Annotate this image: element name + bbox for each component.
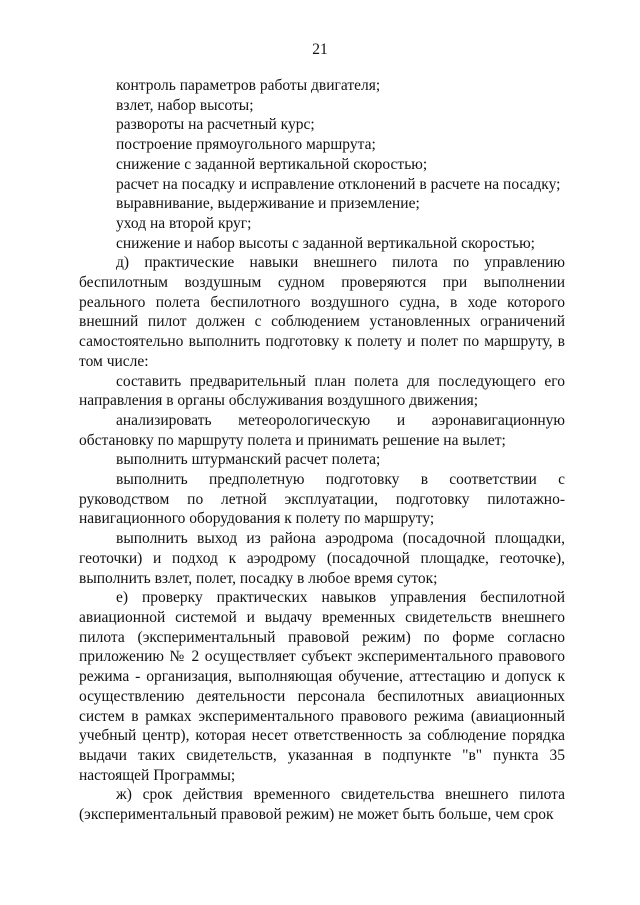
paragraph: выполнить штурманский расчет полета; xyxy=(116,451,381,469)
paragraph: снижение и набор высоты с заданной вертикальной скоростью; xyxy=(116,234,535,252)
body-text xyxy=(79,76,565,825)
paragraph: е) проверку практических навыков управления беспилотной авиационной системой и выдачу временных свидетельств внешнего пилота (экспериментальный правовой режим) по форме согласно приложению № 2 осуществляет субъект экспериментального правового режима - организация, выполняющая обучение, аттестацию и допуск к осуществлению деятельности персонала беспилотных авиационных систем в рамках экспериментального правового режима (авиационный учебный центр), которая несет ответственность за соблюдение порядка выдачи таких свидетельств, указанная в подпункте "в" пункта 35 настоящей Программы; xyxy=(79,589,565,784)
paragraph: расчет на посадку и исправление отклонений в расчете на посадку; xyxy=(116,175,561,193)
paragraph: выполнить выход из района аэродрома (посадочной площадки, геоточки) и подход к аэродрому (посадочной площадке, геоточке), выполнить взлет, полет, посадку в любое время суток; xyxy=(79,530,565,587)
paragraph: контроль параметров работы двигателя; xyxy=(116,77,381,94)
paragraph: составить предварительный план полета для последующего его направления в органы обслуживания воздушного движения; xyxy=(79,372,565,410)
paragraph: развороты на расчетный курс; xyxy=(116,116,315,134)
paragraph: анализировать метеорологическую и аэронавигационную обстановку по маршруту полета и принимать решение на вылет; xyxy=(79,411,565,449)
paragraph: выполнить предполетную подготовку в соответствии с руководством по летной эксплуатации, подготовку пилотажно-навигационного оборудования к полету по маршруту; xyxy=(79,471,565,528)
paragraph: снижение с заданной вертикальной скоростью; xyxy=(116,155,428,173)
paragraph: построение прямоугольного маршрута; xyxy=(116,136,376,154)
paragraph: ж) срок действия временного свидетельства внешнего пилота (экспериментальный правовой режим) не может быть больше, чем срок xyxy=(79,786,565,824)
paragraph: взлет, набор высоты; xyxy=(116,96,254,114)
page-number: 21 xyxy=(312,41,328,58)
paragraph: д) практические навыки внешнего пилота по управлению беспилотным воздушным судном проверяются при выполнении реального полета беспилотного воздушного судна, в ходе которого внешний пилот должен с соблюдением установленных ограничений самостоятельно выполнить подготовку к полету и полет по маршруту, в том числе: xyxy=(79,254,565,370)
paragraph: уход на второй круг; xyxy=(116,214,252,232)
paragraph: выравнивание, выдерживание и приземление; xyxy=(116,195,420,213)
